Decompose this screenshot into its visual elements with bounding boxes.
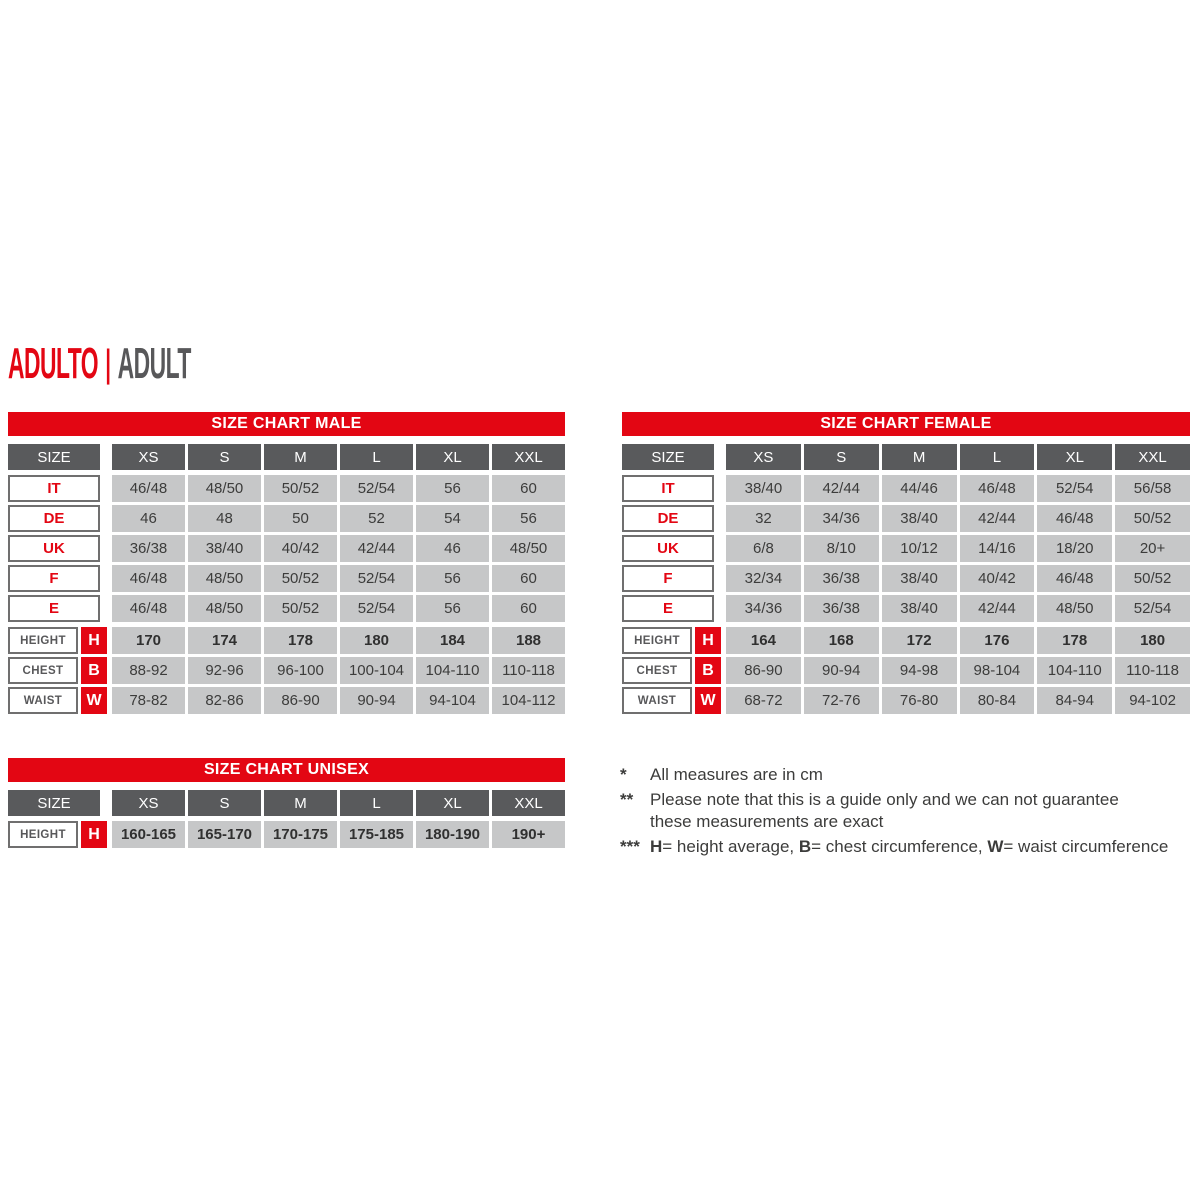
measure-label: HEIGHT	[8, 821, 78, 848]
measure-value-cell: 180-190	[416, 821, 489, 848]
size-value-cell: 36/38	[804, 595, 879, 622]
size-column-header: SIZE	[8, 790, 100, 816]
unisex-table-body	[8, 790, 565, 848]
column-spacer	[103, 475, 109, 502]
size-value-cell: 52/54	[1115, 595, 1190, 622]
measure-letter-badge: W	[81, 687, 107, 714]
measure-value-cell: 86-90	[726, 657, 801, 684]
measure-label: HEIGHT	[8, 627, 78, 654]
size-value-cell: 48	[188, 505, 261, 532]
size-value-cell: 56	[416, 475, 489, 502]
size-value-cell: 46	[112, 505, 185, 532]
footnote-guide-only	[620, 789, 1198, 833]
size-value-cell: 42/44	[804, 475, 879, 502]
size-row-f	[8, 565, 565, 592]
measure-value-cell: 175-185	[340, 821, 413, 848]
table-header-row	[8, 444, 565, 470]
region-label: DE	[622, 505, 714, 532]
size-value-cell: 42/44	[960, 505, 1035, 532]
column-spacer	[103, 565, 109, 592]
size-row-it	[622, 475, 1190, 502]
size-value-cell: 36/38	[112, 535, 185, 562]
size-value-cell: 38/40	[882, 505, 957, 532]
measure-value-cell: 78-82	[112, 687, 185, 714]
measure-value-cell: 104-110	[416, 657, 489, 684]
size-row-f	[622, 565, 1190, 592]
measure-row-waist	[8, 687, 565, 714]
measure-row-height	[8, 821, 565, 848]
size-value-cell: 44/46	[882, 475, 957, 502]
measure-value-cell: 94-104	[416, 687, 489, 714]
size-row-e	[622, 595, 1190, 622]
measure-label: CHEST	[8, 657, 78, 684]
region-label: UK	[8, 535, 100, 562]
measure-letter-badge: B	[81, 657, 107, 684]
measure-value-cell: 92-96	[188, 657, 261, 684]
size-value-cell: 46	[416, 535, 489, 562]
page-title-text	[8, 339, 191, 388]
measure-value-cell: 90-94	[804, 657, 879, 684]
footnote-text: All measures are in cm	[650, 765, 823, 784]
table-banner: SIZE CHART UNISEX	[8, 758, 565, 782]
region-label: IT	[8, 475, 100, 502]
measure-value-cell: 180	[340, 627, 413, 654]
measure-value-cell: 82-86	[188, 687, 261, 714]
measure-value-cell: 96-100	[264, 657, 337, 684]
measure-value-cell: 160-165	[112, 821, 185, 848]
size-value-cell: 60	[492, 475, 565, 502]
measure-row-chest	[622, 657, 1190, 684]
size-value-cell: 38/40	[726, 475, 801, 502]
measure-value-cell: 184	[416, 627, 489, 654]
footnote-marker: *	[620, 765, 627, 784]
size-value-cell: 50/52	[1115, 565, 1190, 592]
size-column-header: SIZE	[622, 444, 714, 470]
measure-value-cell: 172	[882, 627, 957, 654]
measure-value-cell: 94-98	[882, 657, 957, 684]
measure-row-height	[8, 627, 565, 654]
measure-value-cell: 170-175	[264, 821, 337, 848]
measure-value-cell: 86-90	[264, 687, 337, 714]
page-title	[8, 339, 360, 388]
size-value-cell: 8/10	[804, 535, 879, 562]
measure-label: CHEST	[622, 657, 692, 684]
measure-letter-badge: H	[695, 627, 721, 654]
region-label: E	[622, 595, 714, 622]
measure-value-cell: 100-104	[340, 657, 413, 684]
measure-value-cell: 88-92	[112, 657, 185, 684]
column-header-m: M	[264, 444, 337, 470]
column-header-s: S	[188, 790, 261, 816]
measure-label-group	[8, 657, 109, 684]
size-value-cell: 34/36	[726, 595, 801, 622]
size-value-cell: 20+	[1115, 535, 1190, 562]
column-header-s: S	[804, 444, 879, 470]
measure-value-cell: 94-102	[1115, 687, 1190, 714]
measure-label-group	[8, 821, 109, 848]
column-header-xl: XL	[416, 790, 489, 816]
size-chart-female	[622, 412, 1190, 717]
column-header-s: S	[188, 444, 261, 470]
size-chart-male	[8, 412, 565, 717]
measure-value-cell: 110-118	[492, 657, 565, 684]
female-table-body	[622, 444, 1190, 714]
column-header-xxl: XXL	[492, 444, 565, 470]
footnote-line: Please note that this is a guide only and we can not guarantee	[650, 790, 1119, 809]
column-spacer	[717, 535, 723, 562]
size-row-e	[8, 595, 565, 622]
legend-h: H	[650, 837, 663, 856]
size-value-cell: 38/40	[188, 535, 261, 562]
size-value-cell: 46/48	[960, 475, 1035, 502]
table-header-row	[8, 790, 565, 816]
size-value-cell: 42/44	[960, 595, 1035, 622]
size-value-cell: 52/54	[340, 595, 413, 622]
footnote-marker: **	[620, 790, 634, 809]
column-spacer	[717, 505, 723, 532]
size-row-uk	[8, 535, 565, 562]
measure-label-group	[622, 657, 723, 684]
measure-label-group	[8, 687, 109, 714]
column-header-l: L	[960, 444, 1035, 470]
measure-value-cell: 84-94	[1037, 687, 1112, 714]
measure-value-cell: 72-76	[804, 687, 879, 714]
column-spacer	[103, 444, 109, 470]
column-spacer	[717, 475, 723, 502]
measure-value-cell: 110-118	[1115, 657, 1190, 684]
size-row-it	[8, 475, 565, 502]
size-value-cell: 52/54	[1037, 475, 1112, 502]
size-value-cell: 46/48	[1037, 565, 1112, 592]
column-header-l: L	[340, 444, 413, 470]
size-value-cell: 48/50	[188, 475, 261, 502]
size-value-cell: 56	[416, 565, 489, 592]
column-header-xs: XS	[726, 444, 801, 470]
footnote-text	[650, 836, 1198, 858]
legend-h-desc: = height average,	[662, 837, 799, 856]
size-value-cell: 50/52	[264, 565, 337, 592]
column-header-xs: XS	[112, 444, 185, 470]
size-value-cell: 32	[726, 505, 801, 532]
size-value-cell: 32/34	[726, 565, 801, 592]
footnote-measures-cm	[620, 764, 1198, 786]
title-adulto: ADULTO	[8, 339, 99, 388]
size-value-cell: 40/42	[960, 565, 1035, 592]
size-value-cell: 54	[416, 505, 489, 532]
footnote-legend	[620, 836, 1198, 858]
region-label: IT	[622, 475, 714, 502]
column-header-xs: XS	[112, 790, 185, 816]
footnotes	[620, 764, 1198, 861]
measure-value-cell: 174	[188, 627, 261, 654]
column-header-xl: XL	[1037, 444, 1112, 470]
size-value-cell: 46/48	[112, 475, 185, 502]
size-column-header: SIZE	[8, 444, 100, 470]
size-value-cell: 14/16	[960, 535, 1035, 562]
size-value-cell: 46/48	[112, 565, 185, 592]
measure-label-group	[8, 627, 109, 654]
column-header-xl: XL	[416, 444, 489, 470]
region-label: F	[8, 565, 100, 592]
size-value-cell: 34/36	[804, 505, 879, 532]
column-spacer	[103, 505, 109, 532]
measure-label: WAIST	[8, 687, 78, 714]
size-value-cell: 48/50	[188, 595, 261, 622]
measure-value-cell: 68-72	[726, 687, 801, 714]
measure-value-cell: 90-94	[340, 687, 413, 714]
size-value-cell: 36/38	[804, 565, 879, 592]
column-header-xxl: XXL	[492, 790, 565, 816]
measure-value-cell: 178	[1037, 627, 1112, 654]
footnote-text	[650, 789, 1198, 833]
measure-label: HEIGHT	[622, 627, 692, 654]
footnote-marker: ***	[620, 837, 640, 856]
size-value-cell: 46/48	[112, 595, 185, 622]
measure-label-group	[622, 687, 723, 714]
column-spacer	[103, 535, 109, 562]
legend-w-desc: = waist circumference	[1003, 837, 1169, 856]
column-spacer	[103, 790, 109, 816]
region-label: E	[8, 595, 100, 622]
column-header-m: M	[882, 444, 957, 470]
size-value-cell: 46/48	[1037, 505, 1112, 532]
column-header-l: L	[340, 790, 413, 816]
size-value-cell: 50	[264, 505, 337, 532]
column-spacer	[103, 595, 109, 622]
measure-label: WAIST	[622, 687, 692, 714]
size-value-cell: 48/50	[188, 565, 261, 592]
legend-w: W	[987, 837, 1004, 856]
size-value-cell: 52/54	[340, 565, 413, 592]
size-value-cell: 60	[492, 595, 565, 622]
measure-letter-badge: H	[81, 821, 107, 848]
size-value-cell: 42/44	[340, 535, 413, 562]
measure-value-cell: 104-112	[492, 687, 565, 714]
column-spacer	[717, 565, 723, 592]
legend-b: B	[798, 837, 812, 856]
measure-value-cell: 178	[264, 627, 337, 654]
measure-row-height	[622, 627, 1190, 654]
measure-value-cell: 188	[492, 627, 565, 654]
size-value-cell: 56	[416, 595, 489, 622]
column-spacer	[717, 595, 723, 622]
size-value-cell: 50/52	[1115, 505, 1190, 532]
size-value-cell: 38/40	[882, 565, 957, 592]
size-value-cell: 50/52	[264, 475, 337, 502]
title-adult: ADULT	[117, 339, 191, 388]
column-header-m: M	[264, 790, 337, 816]
measure-letter-badge: W	[695, 687, 721, 714]
size-value-cell: 56/58	[1115, 475, 1190, 502]
measure-value-cell: 180	[1115, 627, 1190, 654]
measure-row-chest	[8, 657, 565, 684]
region-label: UK	[622, 535, 714, 562]
measure-value-cell: 104-110	[1037, 657, 1112, 684]
measure-value-cell: 190+	[492, 821, 565, 848]
size-value-cell: 40/42	[264, 535, 337, 562]
table-banner: SIZE CHART FEMALE	[622, 412, 1190, 436]
measure-letter-badge: H	[81, 627, 107, 654]
male-table-body	[8, 444, 565, 714]
size-value-cell: 18/20	[1037, 535, 1112, 562]
size-value-cell: 10/12	[882, 535, 957, 562]
measure-value-cell: 170	[112, 627, 185, 654]
measure-label-group	[622, 627, 723, 654]
size-value-cell: 60	[492, 565, 565, 592]
measure-value-cell: 168	[804, 627, 879, 654]
table-header-row	[622, 444, 1190, 470]
size-value-cell: 56	[492, 505, 565, 532]
size-value-cell: 38/40	[882, 595, 957, 622]
size-row-uk	[622, 535, 1190, 562]
measure-value-cell: 80-84	[960, 687, 1035, 714]
size-value-cell: 52	[340, 505, 413, 532]
size-row-de	[622, 505, 1190, 532]
size-value-cell: 52/54	[340, 475, 413, 502]
size-chart-unisex	[8, 758, 565, 851]
measure-value-cell: 76-80	[882, 687, 957, 714]
title-separator: |	[105, 343, 111, 385]
measure-letter-badge: B	[695, 657, 721, 684]
measure-value-cell: 165-170	[188, 821, 261, 848]
legend-b-desc: = chest circumference,	[811, 837, 988, 856]
measure-value-cell: 98-104	[960, 657, 1035, 684]
measure-row-waist	[622, 687, 1190, 714]
table-banner: SIZE CHART MALE	[8, 412, 565, 436]
region-label: F	[622, 565, 714, 592]
column-spacer	[717, 444, 723, 470]
column-header-xxl: XXL	[1115, 444, 1190, 470]
measure-value-cell: 164	[726, 627, 801, 654]
size-value-cell: 48/50	[1037, 595, 1112, 622]
region-label: DE	[8, 505, 100, 532]
size-value-cell: 50/52	[264, 595, 337, 622]
size-row-de	[8, 505, 565, 532]
size-value-cell: 48/50	[492, 535, 565, 562]
measure-value-cell: 176	[960, 627, 1035, 654]
footnote-line: these measurements are exact	[650, 812, 884, 831]
size-value-cell: 6/8	[726, 535, 801, 562]
